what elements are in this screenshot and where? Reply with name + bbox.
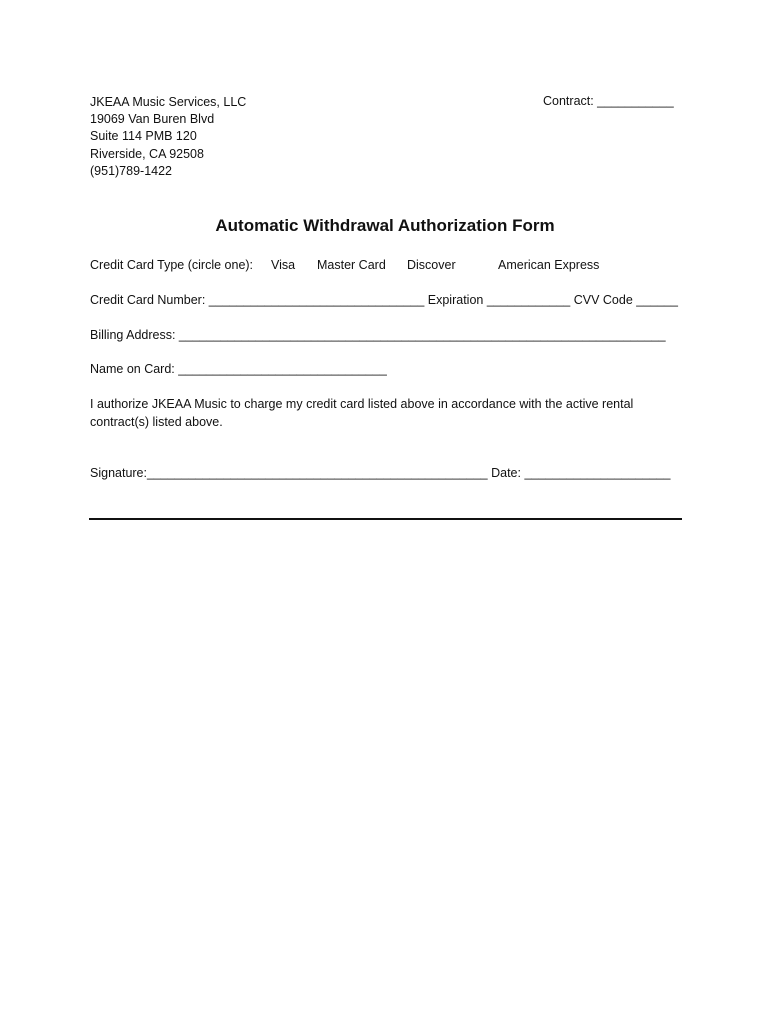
authorization-text: I authorize JKEAA Music to charge my credit card listed above in accordance with the active rental contract(s) listed above. (90, 397, 634, 429)
card-type-row (90, 258, 690, 276)
card-type-option-visa[interactable]: Visa (271, 258, 296, 272)
company-city: Riverside, CA 92508 (90, 146, 204, 161)
name-on-card-row[interactable]: Name on Card: ______________________________ (90, 362, 387, 376)
company-address-block (90, 94, 246, 180)
card-number-row[interactable]: Credit Card Number: _______________________________ Expiration ____________ CVV Code ______ (90, 293, 678, 307)
card-type-label: Credit Card Type (circle one): (90, 258, 254, 272)
card-type-option-discover[interactable]: Discover (407, 258, 456, 272)
card-type-option-mastercard[interactable]: Master Card (317, 258, 386, 272)
company-name: JKEAA Music Services, LLC (90, 95, 247, 109)
billing-address-row[interactable]: Billing Address: ______________________________________________________________________ (90, 328, 666, 342)
bottom-divider (89, 518, 682, 520)
card-type-option-amex[interactable]: American Express (498, 258, 600, 272)
company-suite: Suite 114 PMB 120 (90, 129, 197, 144)
form-title: Automatic Withdrawal Authorization Form (215, 216, 555, 235)
company-street: 19069 Van Buren Blvd (90, 112, 215, 127)
company-phone: (951)789-1422 (90, 163, 173, 178)
contract-field[interactable]: Contract: ___________ (543, 94, 674, 108)
signature-row[interactable]: Signature:_________________________________________________ Date: _____________________ (90, 466, 671, 480)
